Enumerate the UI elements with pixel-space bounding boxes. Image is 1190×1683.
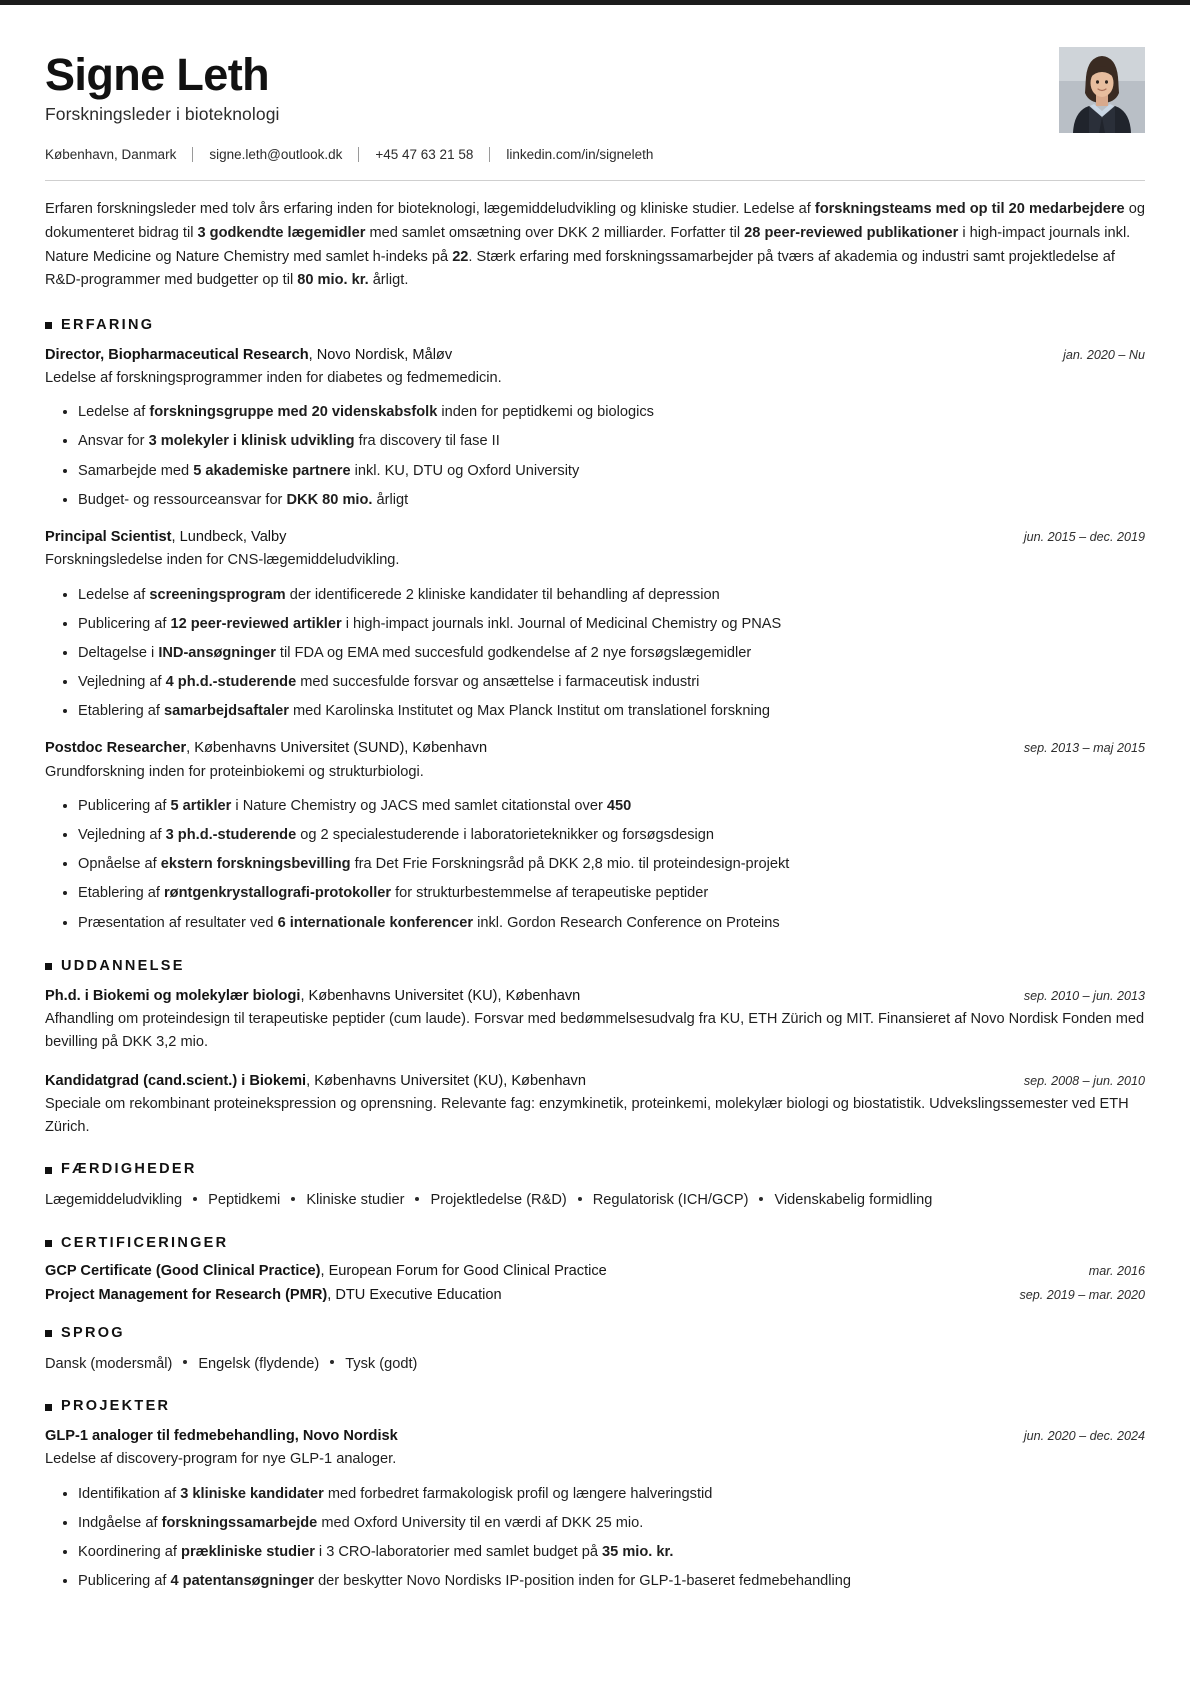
section-title: CERTIFICERINGER [61,1234,229,1251]
contact-email[interactable]: signe.leth@outlook.dk [209,147,343,163]
certification-date: sep. 2019 – mar. 2020 [1019,1287,1145,1302]
entry-title: Principal Scientist, Lundbeck, Valby [45,529,287,545]
entry-header [45,738,1145,759]
contact-bar [45,147,1059,162]
section-title: SPROG [61,1324,125,1341]
entry-bullet: Vejledning af 3 ph.d.-studerende og 2 specialestuderende i laboratorieteknikker og forsøgsdesign [45,824,1145,846]
separator-dot [759,1197,763,1201]
entry-title: Ph.d. i Biokemi og molekylær biologi, Københavns Universitet (KU), København [45,987,581,1004]
candidate-name: Signe Leth [45,49,270,100]
entry-title: Director, Biopharmaceutical Research, Novo Nordisk, Måløv [45,346,453,363]
separator-dot [291,1197,295,1201]
certification-name: GCP Certificate (Good Clinical Practice), European Forum for Good Clinical Practice [45,1262,607,1279]
entry-description: Speciale om rekombinant proteinekspression og oprensning. Relevante fag: enzymkinetik, proteinkemi, molekylær biologi og biostatistik. Udvekslingssemester ved ETH Zürich. [45,1095,1129,1136]
entry-bullet: Publicering af 12 peer-reviewed artikler i high-impact journals inkl. Journal of Medicinal Chemistry og PNAS [45,613,1145,635]
section-certificeringer [45,1235,1145,1303]
resume-page [0,5,1190,1632]
languages-list [45,1353,1145,1376]
section-erfaring [45,317,1145,934]
entry [45,527,1145,722]
entry-bullet-list [45,584,1145,723]
entry-description: Afhandling om proteindesign til terapeutiske peptider (cum laude). Forsvar med bedømmelsesudvalg fra KU, ETH Zürich og MIT. Finansieret af Novo Nordisk Fonden med bevilling på DKK 3,2 mio. [45,1010,1145,1051]
square-bullet-icon [45,1240,52,1247]
certification-name: Project Management for Research (PMR), DTU Executive Education [45,1286,502,1303]
section-title: PROJEKTER [61,1398,171,1415]
square-bullet-icon [45,1167,52,1174]
separator-dot [578,1197,582,1201]
header-text-block [45,43,1059,162]
section-sprog [45,1325,1145,1376]
entry-date: sep. 2010 – jun. 2013 [1023,988,1145,1003]
section-title: UDDANNELSE [61,957,185,974]
list-item: Videnskabelig formidling [774,1192,933,1209]
contact-linkedin[interactable]: linkedin.com/in/signeleth [506,147,654,163]
project-entries [45,1426,1145,1592]
entry-date: sep. 2008 – jun. 2010 [1023,1073,1145,1088]
entry [45,738,1145,933]
entry-bullet: Vejledning af 4 ph.d.-studerende med succesfulde forsvar og ansættelse i farmaceutisk industri [45,671,1145,693]
entry-bullet: Samarbejde med 5 akademiske partnere inkl. KU, DTU og Oxford University [45,460,1145,482]
profile-photo [1059,47,1145,133]
contact-divider [192,147,193,162]
entry-header [45,1426,1145,1447]
entry-bullet: Ledelse af screeningsprogram der identificerede 2 kliniske kandidater til behandling af depression [45,584,1145,606]
candidate-role: Forskningsleder i bioteknologi [45,104,280,125]
entry [45,345,1145,511]
entry-header [45,345,1145,366]
list-item: Regulatorisk (ICH/GCP) [592,1192,749,1209]
section-heading [45,317,1145,333]
entry-date: jan. 2020 – Nu [1063,347,1145,362]
entry-header [45,527,1145,548]
entry-date: jun. 2015 – dec. 2019 [1023,530,1145,544]
separator-dot [330,1360,334,1364]
experience-entries [45,345,1145,934]
entry-bullet: Ledelse af forskningsgruppe med 20 videnskabsfolk inden for peptidkemi og biologics [45,401,1145,423]
separator-dot [193,1197,197,1201]
entry-bullet: Publicering af 5 artikler i Nature Chemistry og JACS med samlet citationstal over 450 [45,795,1145,817]
section-heading [45,1398,1145,1414]
entry-header [45,986,1145,1007]
contact-location: København, Danmark [45,147,177,163]
entry-bullet: Deltagelse i IND-ansøgninger til FDA og EMA med succesfuld godkendelse af 2 nye forsøgslægemidler [45,642,1145,664]
separator-dot [183,1360,187,1364]
section-uddannelse [45,958,1145,1140]
entry-bullet: Opnåelse af ekstern forskningsbevilling fra Det Frie Forskningsråd på DKK 2,8 mio. til proteindesign-projekt [45,853,1145,875]
separator-dot [415,1197,419,1201]
list-item: Tysk (godt) [345,1355,418,1372]
square-bullet-icon [45,963,52,970]
entry-bullet: Budget- og ressourceansvar for DKK 80 mio. årligt [45,489,1145,511]
entry-bullet: Præsentation af resultater ved 6 internationale konferencer inkl. Gordon Research Conference on Proteins [45,912,1145,934]
certification-entries [45,1263,1145,1303]
profile-photo-illustration [1059,47,1145,133]
entry-bullet-list [45,1483,1145,1593]
entry-bullet: Identifikation af 3 kliniske kandidater med forbedret farmakologisk profil og længere halveringstid [45,1483,1145,1505]
list-item: Engelsk (flydende) [198,1355,320,1372]
education-entries [45,986,1145,1140]
entry-description: Ledelse af forskningsprogrammer inden for diabetes og fedmemedicin. [45,369,502,386]
section-projekter [45,1398,1145,1592]
entry-description: Grundforskning inden for proteinbiokemi og strukturbiologi. [45,763,424,780]
entry-date: sep. 2013 – maj 2015 [1023,741,1145,756]
certification-date: mar. 2016 [1088,1263,1145,1278]
entry-title: Kandidatgrad (cand.scient.) i Biokemi, Københavns Universitet (KU), København [45,1072,586,1089]
contact-divider [358,147,359,162]
certification-row [45,1287,1145,1303]
skills-list [45,1189,1145,1212]
entry-title: GLP-1 analoger til fedmebehandling, Novo Nordisk [45,1428,398,1445]
list-item: Dansk (modersmål) [45,1355,173,1372]
section-heading [45,958,1145,974]
entry-description: Forskningsledelse inden for CNS-lægemiddeludvikling. [45,552,400,569]
entry-bullet: Ansvar for 3 molekyler i klinisk udvikling fra discovery til fase II [45,430,1145,452]
contact-divider [489,147,490,162]
entry-bullet: Indgåelse af forskningssamarbejde med Oxford University til en værdi af DKK 25 mio. [45,1512,1145,1534]
entry-bullet-list [45,401,1145,511]
list-item: Lægemiddeludvikling [45,1192,183,1209]
entry-bullet-list [45,795,1145,934]
entry [45,986,1145,1055]
entry-date: jun. 2020 – dec. 2024 [1023,1429,1145,1444]
list-item: Projektledelse (R&D) [430,1192,567,1209]
section-title: ERFARING [61,316,155,333]
square-bullet-icon [45,322,52,329]
section-heading [45,1235,1145,1251]
certification-row [45,1263,1145,1279]
professional-summary: Erfaren forskningsleder med tolv års erfaring inden for bioteknologi, lægemiddeludvikling og kliniske studier. Ledelse af forskningsteams med op til 20 medarbejdere og dokumenteret bidrag til 3 godkendte lægemidler med samlet omsætning over DKK 2 milliarder. Forfatter til 28 peer-reviewed publikationer i high-impact journals inkl. Nature Medicine og Nature Chemistry med samlet h-indeks på 22. Stærk erfaring med forskningssamarbejder på tværs af akademia og industri samt projektledelse af R&D-programmer med budgetter op til 80 mio. kr. årligt. [45,201,1145,289]
header-divider [45,180,1145,181]
section-faerdigheder [45,1161,1145,1212]
section-heading [45,1161,1145,1177]
list-item: Kliniske studier [306,1192,405,1209]
section-heading [45,1325,1145,1341]
entry-bullet: Etablering af røntgenkrystallografi-protokoller for strukturbestemmelse af terapeutiske peptider [45,882,1145,904]
entry [45,1426,1145,1592]
resume-header [45,43,1145,162]
square-bullet-icon [45,1330,52,1337]
entry-bullet: Publicering af 4 patentansøgninger der beskytter Novo Nordisks IP-position inden for GLP-1-baseret fedmebehandling [45,1570,1145,1592]
section-title: FÆRDIGHEDER [61,1161,197,1178]
entry-title: Postdoc Researcher, Københavns Universitet (SUND), København [45,740,488,757]
entry-bullet: Koordinering af prækliniske studier i 3 CRO-laboratorier med samlet budget på 35 mio. kr. [45,1541,1145,1563]
list-item: Peptidkemi [208,1192,281,1209]
contact-phone[interactable]: +45 47 63 21 58 [375,147,474,163]
entry-description: Ledelse af discovery-program for nye GLP-1 analoger. [45,1451,397,1468]
square-bullet-icon [45,1404,52,1411]
entry-header [45,1071,1145,1092]
entry-bullet: Etablering af samarbejdsaftaler med Karolinska Institutet og Max Planck Institut om translationel forskning [45,700,1145,722]
entry [45,1071,1145,1140]
